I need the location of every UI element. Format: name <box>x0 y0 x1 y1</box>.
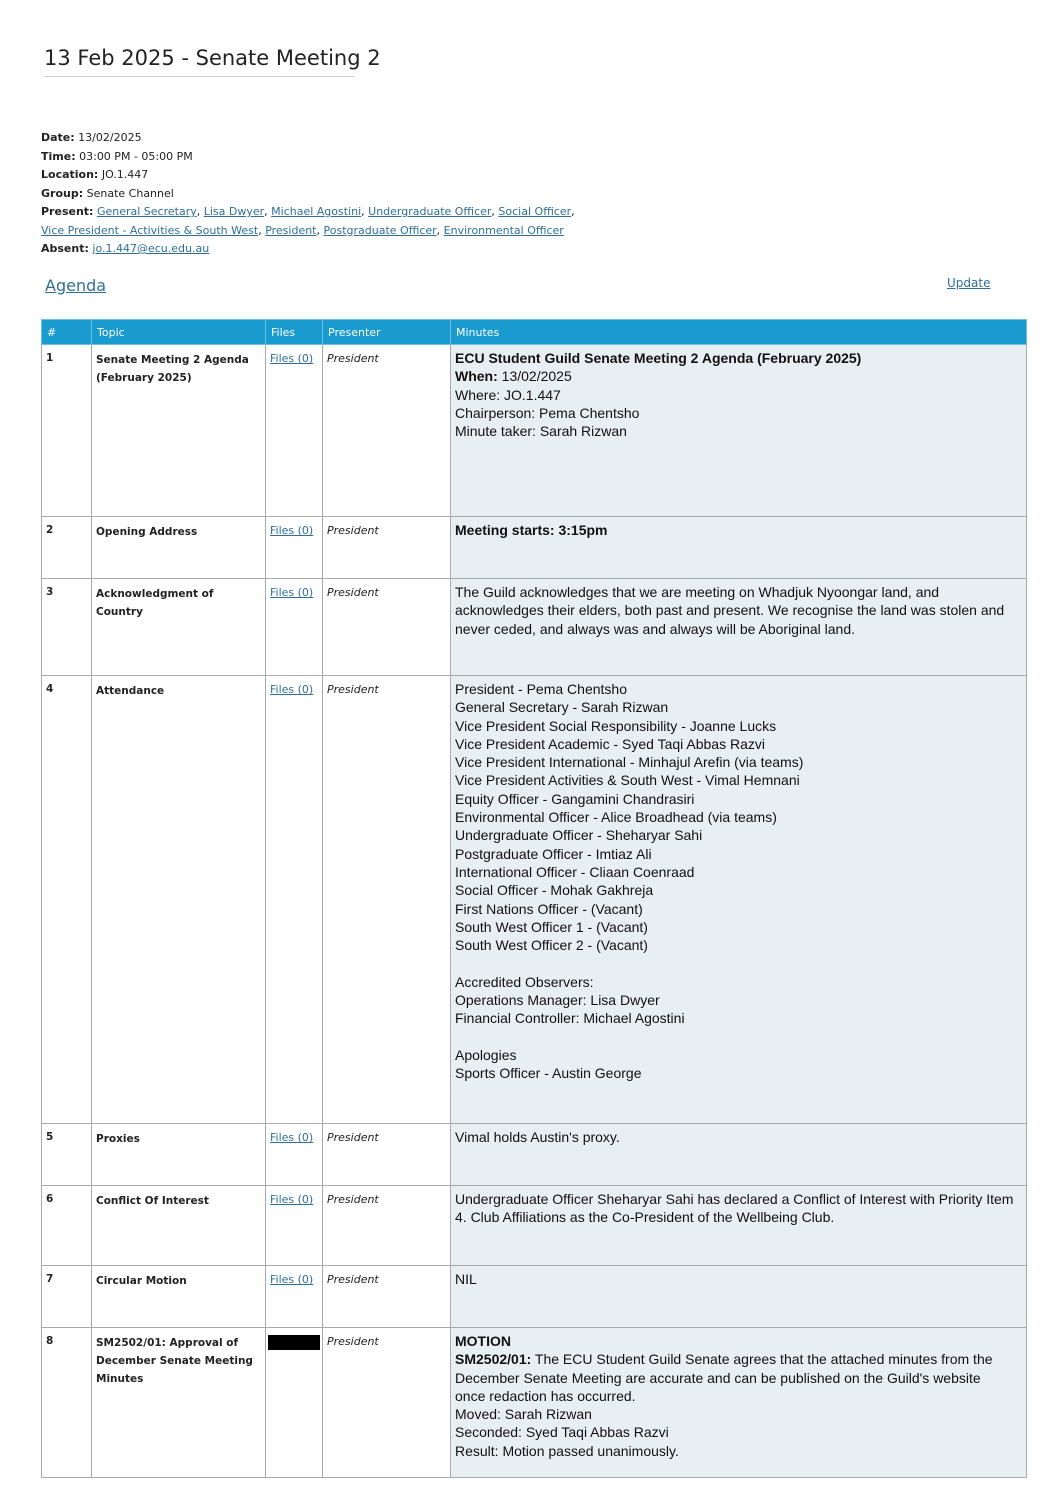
minutes-text: Environmental Officer - Alice Broadhead (via teams) <box>455 809 777 826</box>
minutes-line <box>455 404 1022 422</box>
minutes-line <box>455 1208 1022 1226</box>
minutes-line <box>455 521 1022 539</box>
minutes-line <box>455 1350 1022 1368</box>
item-number: 1 <box>42 345 92 517</box>
table-row <box>42 517 1027 579</box>
minutes-line <box>455 1190 1022 1208</box>
minutes-line <box>455 1332 1022 1350</box>
minutes-text: Where: JO.1.447 <box>455 386 561 403</box>
minutes-text: Vice President International - Minhajul Arefin (via teams) <box>455 754 804 771</box>
minutes-text: Postgraduate Officer - Imtiaz Ali <box>455 845 652 862</box>
date-value: 13/02/2025 <box>78 131 142 144</box>
item-number: 8 <box>42 1328 92 1478</box>
minutes-line <box>455 771 1022 789</box>
table-row <box>42 579 1027 676</box>
minutes-line <box>455 881 1022 899</box>
group-row: Group: Senate Channel <box>41 186 174 200</box>
item-presenter: President <box>323 1328 451 1478</box>
minutes-text: 4. Club Affiliations as the Co-President of the Wellbeing Club. <box>455 1209 835 1226</box>
item-topic: Proxies <box>92 1124 266 1186</box>
item-number: 2 <box>42 517 92 579</box>
minutes-text: Undergraduate Officer - Sheharyar Sahi <box>455 827 703 844</box>
minutes-line <box>455 973 1022 991</box>
minutes-line <box>455 620 1022 638</box>
item-topic: Attendance <box>92 676 266 1124</box>
minutes-line <box>455 918 1022 936</box>
minutes-line <box>455 1064 1022 1082</box>
location-value: JO.1.447 <box>101 168 149 181</box>
files-link[interactable]: Files (0) <box>270 1193 314 1206</box>
item-presenter: President <box>323 676 451 1124</box>
item-number: 5 <box>42 1124 92 1186</box>
files-link[interactable]: Files (0) <box>270 352 314 365</box>
minutes-text: Seconded: Syed Taqi Abbas Razvi <box>455 1424 669 1441</box>
files-link[interactable]: Files (0) <box>270 683 314 696</box>
item-presenter: President <box>323 1266 451 1328</box>
minutes-text: December Senate Meeting are accurate and can be published on the Guild's website <box>455 1369 981 1386</box>
present-member-link[interactable]: Social Officer <box>498 205 572 218</box>
minutes-line <box>455 845 1022 863</box>
item-topic: Acknowledgment of Country <box>92 579 266 676</box>
present-row: Present: General Secretary, Lisa Dwyer, Michael Agostini, Undergraduate Officer, Social Officer, Vice President - Activities & South West, President, Postgraduate Officer, Environmental Officer <box>41 205 575 237</box>
minutes-text: The ECU Student Guild Senate agrees that the attached minutes from the <box>531 1351 993 1368</box>
minutes-line <box>455 1442 1022 1460</box>
header-files: Files <box>266 320 323 345</box>
minutes-line <box>455 1270 1022 1288</box>
minutes-line <box>455 863 1022 881</box>
minutes-text: Result: Motion passed unanimously. <box>455 1442 679 1459</box>
group-value: Senate Channel <box>86 186 174 200</box>
minutes-line <box>455 1423 1022 1441</box>
present-member-link[interactable]: Vice President - Activities & South West <box>41 223 259 237</box>
minutes-text: International Officer - Cliaan Coenraad <box>455 863 695 880</box>
item-minutes <box>451 1266 1027 1328</box>
minutes-text: NIL <box>455 1271 477 1287</box>
minutes-text: Sports Officer - Austin George <box>455 1065 642 1082</box>
item-files-cell <box>266 345 323 517</box>
present-member-link[interactable]: Environmental Officer <box>443 223 564 237</box>
absent-email-link[interactable]: jo.1.447@ecu.edu.au <box>92 242 210 255</box>
present-member-link[interactable]: Postgraduate Officer <box>323 223 437 237</box>
files-link[interactable]: Files (0) <box>270 1273 314 1286</box>
minutes-text: Moved: Sarah Rizwan <box>455 1406 592 1423</box>
minutes-line <box>455 826 1022 844</box>
table-row <box>42 1266 1027 1328</box>
present-member-link[interactable]: President <box>265 223 317 237</box>
redacted-block <box>268 1335 320 1350</box>
item-minutes <box>451 1186 1027 1266</box>
item-minutes <box>451 517 1027 579</box>
minutes-line <box>455 601 1022 619</box>
absent-row: Absent: jo.1.447@ecu.edu.au <box>41 242 210 255</box>
minutes-bold-text: MOTION <box>455 1333 511 1349</box>
header-topic: Topic <box>92 320 266 345</box>
minutes-text: Chairperson: Pema Chentsho <box>455 404 640 421</box>
minutes-line <box>455 717 1022 735</box>
minutes-text: President - Pema Chentsho <box>455 681 627 697</box>
minutes-text: Operations Manager: Lisa Dwyer <box>455 992 660 1009</box>
item-files-cell <box>266 1124 323 1186</box>
header-number: # <box>42 320 92 345</box>
minutes-text: Apologies <box>455 1046 517 1063</box>
page-title: 13 Feb 2025 - Senate Meeting 2 <box>44 46 354 77</box>
minutes-bold-text: ECU Student Guild Senate Meeting 2 Agenda (February 2025) <box>455 350 862 366</box>
minutes-line <box>455 349 1022 367</box>
minutes-text: never ceded, and always was and always will be Aboriginal land. <box>455 620 856 637</box>
table-header-row <box>42 320 1027 345</box>
item-number: 3 <box>42 579 92 676</box>
item-presenter: President <box>323 1124 451 1186</box>
minutes-text: Financial Controller: Michael Agostini <box>455 1010 685 1027</box>
minutes-text: acknowledges their elders, both past and present. We recognise the land was stolen and <box>455 602 1005 619</box>
agenda-table <box>41 319 1027 1478</box>
minutes-line <box>455 583 1022 601</box>
item-files-cell <box>266 1186 323 1266</box>
minutes-text: General Secretary - Sarah Rizwan <box>455 699 669 716</box>
item-number: 4 <box>42 676 92 1124</box>
minutes-text: Undergraduate Officer Sheharyar Sahi has declared a Conflict of Interest with Priority Item <box>455 1191 1014 1207</box>
item-topic: Senate Meeting 2 Agenda (February 2025) <box>92 345 266 517</box>
time-row: Time: 03:00 PM - 05:00 PM <box>41 149 193 163</box>
present-member-link[interactable]: Undergraduate Officer <box>368 205 492 218</box>
minutes-line <box>455 790 1022 808</box>
item-minutes <box>451 676 1027 1124</box>
minutes-text: The Guild acknowledges that we are meeting on Whadjuk Nyoongar land, and <box>455 584 940 600</box>
minutes-line <box>455 1128 1022 1146</box>
item-files-cell <box>266 1328 323 1478</box>
item-minutes <box>451 579 1027 676</box>
minutes-line <box>455 698 1022 716</box>
present-member-link[interactable]: Lisa Dwyer <box>203 205 265 218</box>
item-presenter: President <box>323 345 451 517</box>
present-list: General Secretary, Lisa Dwyer, Michael Agostini, Undergraduate Officer, Social Officer, Vice President - Activities & South West, President, Postgraduate Officer, Environmental Officer <box>41 205 575 237</box>
item-files-cell <box>266 676 323 1124</box>
minutes-line <box>455 1369 1022 1387</box>
minutes-text: once redaction has occurred. <box>455 1387 636 1404</box>
files-link[interactable]: Files (0) <box>270 1131 314 1144</box>
header-presenter: Presenter <box>323 320 451 345</box>
minutes-line <box>455 1028 1022 1046</box>
minutes-text: Vice President Activities & South West - Vimal Hemnani <box>455 772 800 789</box>
minutes-text: First Nations Officer - (Vacant) <box>455 900 643 917</box>
minutes-line <box>455 900 1022 918</box>
minutes-text: South West Officer 1 - (Vacant) <box>455 918 648 935</box>
time-value: 03:00 PM - 05:00 PM <box>79 149 193 163</box>
item-files-cell <box>266 517 323 579</box>
item-topic: Conflict Of Interest <box>92 1186 266 1266</box>
minutes-text: South West Officer 2 - (Vacant) <box>455 937 648 954</box>
minutes-line <box>455 386 1022 404</box>
minutes-line <box>455 367 1022 385</box>
item-minutes <box>451 1124 1027 1186</box>
minutes-text: Minute taker: Sarah Rizwan <box>455 423 627 440</box>
location-row: Location: JO.1.447 <box>41 168 149 181</box>
minutes-line <box>455 954 1022 972</box>
minutes-line <box>455 735 1022 753</box>
item-minutes <box>451 345 1027 517</box>
item-presenter: President <box>323 579 451 676</box>
header-minutes: Minutes <box>451 320 1027 345</box>
table-row <box>42 345 1027 517</box>
item-topic: Circular Motion <box>92 1266 266 1328</box>
present-member-link[interactable]: Michael Agostini <box>271 205 362 218</box>
item-files-cell <box>266 579 323 676</box>
table-row <box>42 1124 1027 1186</box>
minutes-text: Vimal holds Austin's proxy. <box>455 1129 620 1145</box>
item-topic: Opening Address <box>92 517 266 579</box>
table-row <box>42 1186 1027 1266</box>
files-link[interactable]: Files (0) <box>270 586 314 599</box>
minutes-text: Social Officer - Mohak Gakhreja <box>455 882 654 899</box>
minutes-line <box>455 680 1022 698</box>
minutes-line <box>455 422 1022 440</box>
meeting-details <box>41 129 601 259</box>
table-row <box>42 1328 1027 1478</box>
item-minutes <box>451 1328 1027 1478</box>
table-row <box>42 676 1027 1124</box>
item-number: 6 <box>42 1186 92 1266</box>
minutes-line <box>455 1009 1022 1027</box>
agenda-link[interactable]: Agenda <box>45 276 107 295</box>
minutes-line <box>455 936 1022 954</box>
minutes-text: Accredited Observers: <box>455 973 594 990</box>
present-member-link[interactable]: General Secretary <box>96 205 197 218</box>
minutes-bold-text: SM2502/01: <box>455 1351 532 1368</box>
minutes-text: Vice President Academic - Syed Taqi Abbas Razvi <box>455 735 765 752</box>
item-files-cell <box>266 1266 323 1328</box>
date-row: Date: 13/02/2025 <box>41 131 142 144</box>
minutes-line <box>455 753 1022 771</box>
minutes-bold-text: Meeting starts: 3:15pm <box>455 522 608 538</box>
minutes-text: 13/02/2025 <box>497 368 572 385</box>
minutes-line <box>455 991 1022 1009</box>
item-topic: SM2502/01: Approval of December Senate Meeting Minutes <box>92 1328 266 1478</box>
minutes-line <box>455 1405 1022 1423</box>
minutes-text: Equity Officer - Gangamini Chandrasiri <box>455 790 695 807</box>
minutes-text: Vice President Social Responsibility - Joanne Lucks <box>455 717 777 734</box>
update-link[interactable]: Update <box>947 276 991 290</box>
item-presenter: President <box>323 517 451 579</box>
files-link[interactable]: Files (0) <box>270 524 314 537</box>
item-number: 7 <box>42 1266 92 1328</box>
minutes-line <box>455 808 1022 826</box>
item-presenter: President <box>323 1186 451 1266</box>
minutes-line <box>455 1387 1022 1405</box>
agenda-body <box>42 345 1027 1478</box>
minutes-line <box>455 1046 1022 1064</box>
minutes-bold-text: When: <box>455 368 498 385</box>
